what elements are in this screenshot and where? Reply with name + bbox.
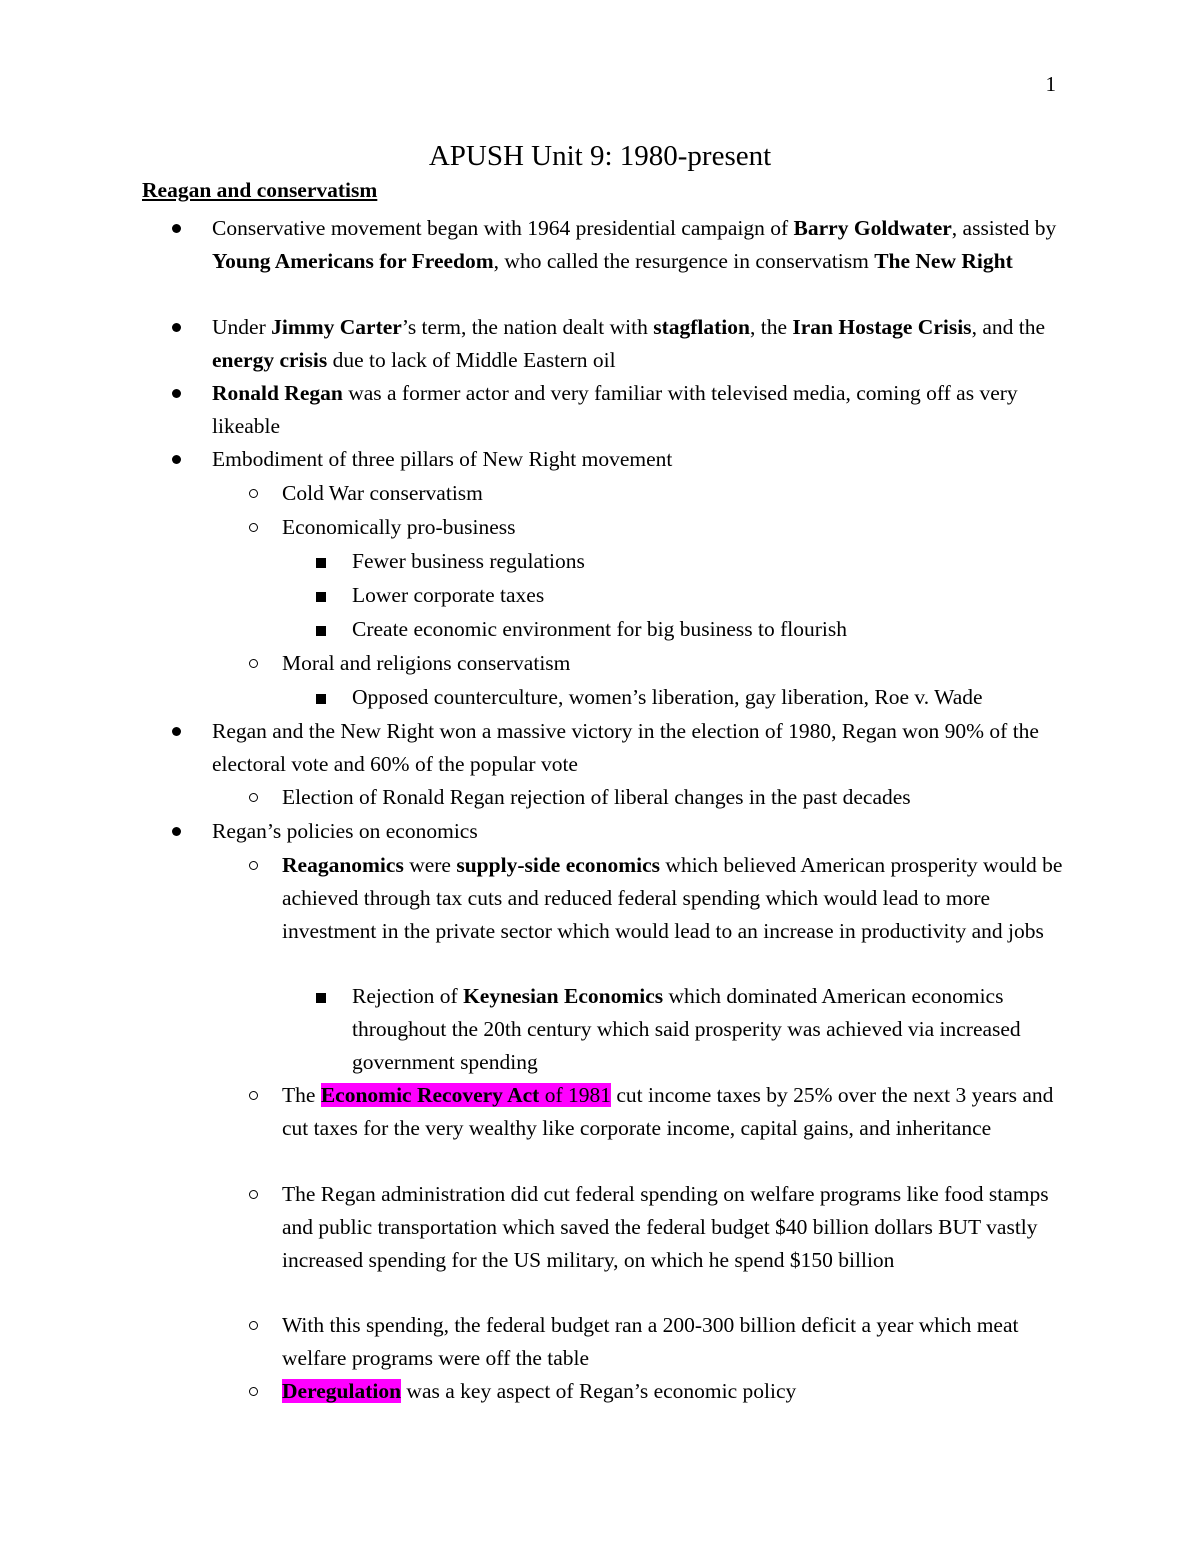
list-item-text [212,216,1056,273]
section-heading: Reagan and conservatism [142,178,378,202]
highlighted-text: Deregulation [282,1379,402,1403]
page-number: 1 [1045,72,1056,96]
list-item-text [352,617,847,641]
bullet-circle-icon [249,1309,258,1342]
list-item-text [352,549,585,573]
bullet-dot-icon [172,311,181,344]
text-segment: was a former actor and very familiar with televised media, coming off as very likeable [212,381,1018,438]
list-item-text [282,515,515,539]
list-item [212,815,1072,848]
list-item [282,511,1072,544]
text-segment: were [403,853,457,877]
bold-term: Young Americans for Freedom [212,249,494,273]
list-item-text [212,315,1045,372]
text-segment: due to lack of Middle Eastern oil [327,348,616,372]
list-item-text [282,785,911,809]
bullet-dot-icon [172,443,181,476]
bullet-square-icon [316,681,326,714]
bullet-circle-icon [249,849,258,882]
highlighted-text: Economic Recovery Act [320,1083,540,1107]
list-item [282,781,1072,814]
text-segment: Rejection of [352,984,464,1008]
list-item-text [352,685,983,709]
list-item-text [282,651,570,675]
list-item [282,647,1072,680]
list-item [212,377,1072,443]
list-item [282,477,1072,510]
text-segment: Embodiment of three pillars of New Right movement [212,447,673,471]
list-item [282,1309,1072,1375]
bold-term: Ronald Regan [212,381,343,405]
text-segment: Lower corporate taxes [352,583,545,607]
list-item [282,1178,1072,1277]
list-item [282,849,1072,948]
bullet-circle-icon [249,647,258,680]
list-item [212,715,1072,781]
text-segment: , and the [971,315,1045,339]
list-item-text [212,447,672,471]
list-item-text [212,381,1018,438]
text-segment: Conservative movement began with 1964 presidential campaign of [212,216,794,240]
bullet-circle-icon [249,511,258,544]
bullet-square-icon [316,613,326,646]
list-item [212,443,1072,476]
text-segment: Opposed counterculture, women’s liberation, gay liberation, Roe v. Wade [352,685,983,709]
bold-term: The New Right [874,249,1013,273]
list-item-text [352,583,544,607]
list-item-text [212,819,478,843]
list-item-text [282,1083,1053,1140]
list-item [282,1079,1072,1145]
text-segment: , assisted by [951,216,1057,240]
text-segment: cut income taxes by 25% over the next 3 years and cut taxes for the very wealthy like corporate income, capital gains, and inheritance [282,1083,1054,1140]
text-segment: Regan and the New Right won a massive victory in the election of 1980, Regan won 90% of the electoral vote and 60% of the popular vote [212,719,1039,776]
text-segment: Moral and religions conservatism [282,651,571,675]
text-segment: Create economic environment for big business to flourish [352,617,847,641]
text-segment: Regan’s policies on economics [212,819,478,843]
bullet-dot-icon [172,715,181,748]
list-item-text [282,481,483,505]
list-item [352,579,1072,612]
list-item-text [352,984,1021,1074]
bullet-square-icon [316,545,326,578]
text-segment: The [282,1083,321,1107]
bold-term: Iran Hostage Crisis [792,315,972,339]
bullet-square-icon [316,579,326,612]
bullet-circle-icon [249,1079,258,1112]
list-item-text [282,1379,796,1403]
bold-term: Barry Goldwater [793,216,952,240]
list-item [352,613,1072,646]
list-item [352,545,1072,578]
list-item [212,311,1072,377]
text-segment: The Regan administration did cut federal spending on welfare programs like food stamps and public transportation which saved the federal budget $40 billion dollars BUT vastly increased spending for the US military, on which he spend $150 billion [282,1182,1049,1272]
text-segment: which believed American prosperity would be achieved through tax cuts and reduced federal spending which would lead to more investment in the private sector which would lead to an increase in productivity and jobs [282,853,1063,943]
bold-term: stagflation [653,315,750,339]
list-item [282,1375,1072,1408]
bullet-circle-icon [249,1375,258,1408]
text-segment: Election of Ronald Regan rejection of liberal changes in the past decades [282,785,911,809]
bold-term: Jimmy Carter [271,315,402,339]
list-item [352,980,1072,1079]
bullet-dot-icon [172,815,181,848]
list-item [212,212,1072,278]
list-item-text [282,1313,1018,1370]
list-item-text [282,1182,1049,1272]
text-segment: Fewer business regulations [352,549,585,573]
document-title: APUSH Unit 9: 1980-present [428,140,772,172]
text-segment: ’s term, the nation dealt with [401,315,654,339]
list-item-text [282,853,1062,943]
text-segment: , who called the resurgence in conservatism [493,249,875,273]
bold-term: supply-side economics [456,853,661,877]
highlighted-text: of 1981 [539,1083,611,1107]
bold-term: energy crisis [212,348,328,372]
text-segment: was a key aspect of Regan’s economic policy [401,1379,797,1403]
bullet-dot-icon [172,377,181,410]
bullet-circle-icon [249,781,258,814]
bullet-dot-icon [172,212,181,245]
text-segment: Cold War conservatism [282,481,483,505]
list-item [352,681,1072,714]
bold-term: Reaganomics [282,853,404,877]
text-segment: With this spending, the federal budget ran a 200-300 billion deficit a year which meat welfare programs were off the table [282,1313,1019,1370]
bullet-square-icon [316,980,326,1013]
list-item-text [212,719,1039,776]
bullet-circle-icon [249,477,258,510]
bold-term: Keynesian Economics [463,984,664,1008]
bullet-circle-icon [249,1178,258,1211]
text-segment: Under [212,315,272,339]
text-segment: Economically pro-business [282,515,516,539]
text-segment: which dominated American economics throughout the 20th century which said prosperity was achieved via increased government spending [352,984,1021,1074]
text-segment: , the [749,315,793,339]
